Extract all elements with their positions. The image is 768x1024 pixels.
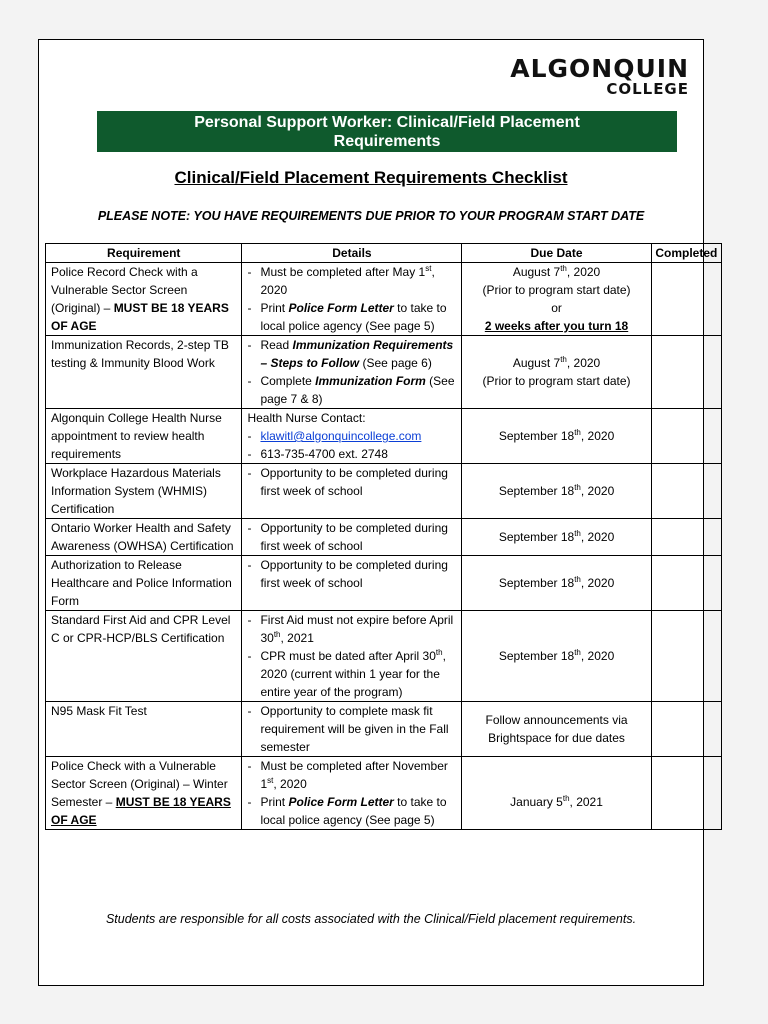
table-row (46, 556, 722, 611)
requirement-cell: Authorization to Release Healthcare and Police Information Form (46, 556, 242, 611)
requirement-cell: Standard First Aid and CPR Level C or CPR-HCP/BLS Certification (46, 611, 242, 702)
requirement-cell: Immunization Records, 2-step TB testing & Immunity Blood Work (46, 336, 242, 409)
details-cell (242, 263, 462, 336)
detail-item: - Print Police Form Letter to take to local police agency (See page 5) (247, 795, 447, 827)
detail-item: - Must be completed after May 1st, 2020 (247, 264, 435, 297)
details-cell (242, 702, 462, 757)
completed-cell[interactable] (651, 409, 721, 464)
requirement-cell: N95 Mask Fit Test (46, 702, 242, 757)
nurse-contact-label: Health Nurse Contact: (247, 411, 366, 425)
requirement-cell: Workplace Hazardous Materials Information System (WHMIS) Certification (46, 464, 242, 519)
completed-cell[interactable] (651, 702, 721, 757)
due-date-cell: September 18th, 2020 (462, 611, 651, 702)
checklist-title: Clinical/Field Placement Requirements Checklist (174, 168, 568, 187)
requirement-cell: Algonquin College Health Nurse appointment to review health requirements (46, 409, 242, 464)
due-date-cell: September 18th, 2020 (462, 556, 651, 611)
detail-item: - Must be completed after November 1st, 2020 (247, 759, 448, 791)
completed-cell[interactable] (651, 263, 721, 336)
table-row (46, 702, 722, 757)
algonquin-college-logo (510, 56, 689, 97)
requirements-table (45, 243, 722, 830)
details-cell (242, 336, 462, 409)
header-completed: Completed (651, 244, 721, 263)
header-due-date: Due Date (462, 244, 651, 263)
details-cell (242, 409, 462, 464)
table-row (46, 757, 722, 830)
table-row (46, 464, 722, 519)
title-banner (97, 111, 677, 152)
table-row (46, 519, 722, 556)
detail-item: - klawitl@algonquincollege.com (247, 429, 422, 443)
detail-item: - CPR must be dated after April 30th, 2020 (current within 1 year for the entire year of the program) (247, 648, 446, 699)
due-date-cell: September 18th, 2020 (462, 409, 651, 464)
header-details: Details (242, 244, 462, 263)
requirement-text: Police Record Check with a Vulnerable Sector Screen (Original) – (51, 265, 198, 315)
details-cell (242, 757, 462, 830)
table-row (46, 336, 722, 409)
completed-cell[interactable] (651, 336, 721, 409)
requirement-cell (46, 263, 242, 336)
detail-item: - Opportunity to be completed during first week of school (247, 558, 448, 590)
due-date-cell: August 7th, 2020 (Prior to program start date) or 2 weeks after you turn 18 (462, 263, 651, 336)
header-requirement: Requirement (46, 244, 242, 263)
notice-text: PLEASE NOTE: YOU HAVE REQUIREMENTS DUE PRIOR TO YOUR PROGRAM START DATE (97, 209, 645, 223)
completed-cell[interactable] (651, 464, 721, 519)
document-page (38, 39, 718, 986)
logo-subtitle: COLLEGE (606, 80, 689, 98)
detail-item: - First Aid must not expire before April 30th, 2021 (247, 613, 454, 645)
table-row (46, 409, 722, 464)
nurse-phone: 613-735-4700 ext. 2748 (260, 447, 388, 461)
logo-wordmark: ALGONQUIN (510, 54, 689, 83)
detail-item: - 613-735-4700 ext. 2748 (247, 445, 456, 463)
completed-cell[interactable] (651, 757, 721, 830)
detail-item: - Opportunity to be completed during first week of school (247, 521, 448, 553)
due-date-cell: August 7th, 2020 (Prior to program start date) (462, 336, 651, 409)
banner-line-1: Personal Support Worker: Clinical/Field Placement (194, 113, 580, 131)
details-cell (242, 556, 462, 611)
requirement-cell: Police Check with a Vulnerable Sector Screen (Original) – Winter Semester – MUST BE 18 YEARS OF AGE (46, 757, 242, 830)
completed-cell[interactable] (651, 519, 721, 556)
details-cell (242, 519, 462, 556)
completed-cell[interactable] (651, 611, 721, 702)
detail-item: - Opportunity to complete mask fit requirement will be given in the Fall semester (247, 704, 449, 754)
nurse-email-link[interactable]: klawitl@algonquincollege.com (260, 429, 422, 443)
due-date-cell: Follow announcements via Brightspace for due dates (462, 702, 651, 757)
table-row (46, 263, 722, 336)
due-date-cell: September 18th, 2020 (462, 464, 651, 519)
table-header-row (46, 244, 722, 263)
detail-item: - Opportunity to be completed during first week of school (247, 466, 448, 498)
footer-note: Students are responsible for all costs associated with the Clinical/Field placement requirements. (105, 912, 637, 926)
detail-item: - Read Immunization Requirements – Steps to Follow (See page 6) (247, 338, 454, 370)
due-date-cell: September 18th, 2020 (462, 519, 651, 556)
requirement-cell: Ontario Worker Health and Safety Awareness (OWHSA) Certification (46, 519, 242, 556)
details-cell (242, 464, 462, 519)
detail-item: - Complete Immunization Form (See page 7 & 8) (247, 374, 455, 406)
table-row (46, 611, 722, 702)
requirement-emphasis: MUST BE 18 YEARS OF AGE (51, 301, 229, 333)
details-cell (242, 611, 462, 702)
due-date-cell: January 5th, 2021 (462, 757, 651, 830)
detail-item: - Print Police Form Letter to take to local police agency (See page 5) (247, 301, 447, 333)
completed-cell[interactable] (651, 556, 721, 611)
banner-line-2: Requirements (333, 132, 441, 150)
